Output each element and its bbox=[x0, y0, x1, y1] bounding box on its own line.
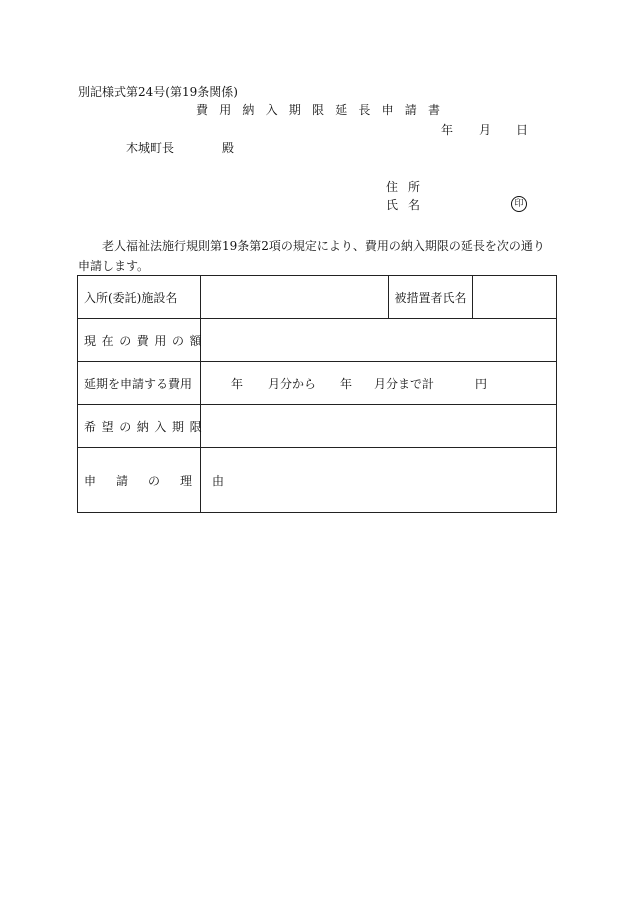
date-year-label: 年 bbox=[441, 123, 454, 137]
application-form-table bbox=[77, 275, 557, 513]
date-day-label: 日 bbox=[516, 123, 529, 137]
current-cost-field[interactable] bbox=[201, 319, 557, 362]
period-month-from: 月分から bbox=[268, 376, 317, 391]
table-row bbox=[78, 276, 557, 319]
addressee-name: 木城町長 bbox=[126, 141, 175, 155]
form-number: 別記様式第24号(第19条関係) bbox=[78, 85, 238, 99]
date-line bbox=[441, 124, 528, 136]
extension-period-field[interactable] bbox=[201, 362, 557, 405]
addressee bbox=[126, 142, 234, 154]
date-month-label: 月 bbox=[479, 123, 492, 137]
reason-label: 申請の理由 bbox=[78, 448, 201, 513]
address-label: 住所 bbox=[386, 180, 431, 194]
addressee-honorific: 殿 bbox=[222, 141, 235, 155]
current-cost-label: 現在の費用の額 bbox=[78, 319, 201, 362]
desired-deadline-field[interactable] bbox=[201, 405, 557, 448]
facility-label: 入所(委託)施設名 bbox=[78, 276, 201, 319]
recipient-name-field[interactable] bbox=[473, 276, 557, 319]
table-row bbox=[78, 362, 557, 405]
period-month-to: 月分まで計 bbox=[374, 376, 435, 391]
desired-deadline-label: 希望の納入期限 bbox=[78, 405, 201, 448]
reason-field[interactable] bbox=[201, 448, 557, 513]
facility-name-field[interactable] bbox=[201, 276, 389, 319]
table-row bbox=[78, 319, 557, 362]
recipient-label-cell bbox=[389, 276, 473, 319]
application-statement: 老人福祉法施行規則第19条第2項の規定により、費用の納入期限の延長を次の通り申請します。 bbox=[78, 239, 545, 273]
extension-cost-label: 延期を申請する費用 bbox=[78, 362, 201, 405]
period-yen: 円 bbox=[475, 376, 488, 391]
table-row bbox=[78, 405, 557, 448]
document-title: 費用納入期限延長申請書 bbox=[196, 103, 452, 117]
table-row bbox=[78, 448, 557, 513]
recipient-label: 被措置者氏名 bbox=[394, 290, 467, 305]
period-year2: 年 bbox=[340, 376, 353, 391]
name-label: 氏名 bbox=[386, 198, 431, 212]
seal-icon: 印 bbox=[511, 196, 527, 212]
period-year1: 年 bbox=[231, 376, 244, 391]
